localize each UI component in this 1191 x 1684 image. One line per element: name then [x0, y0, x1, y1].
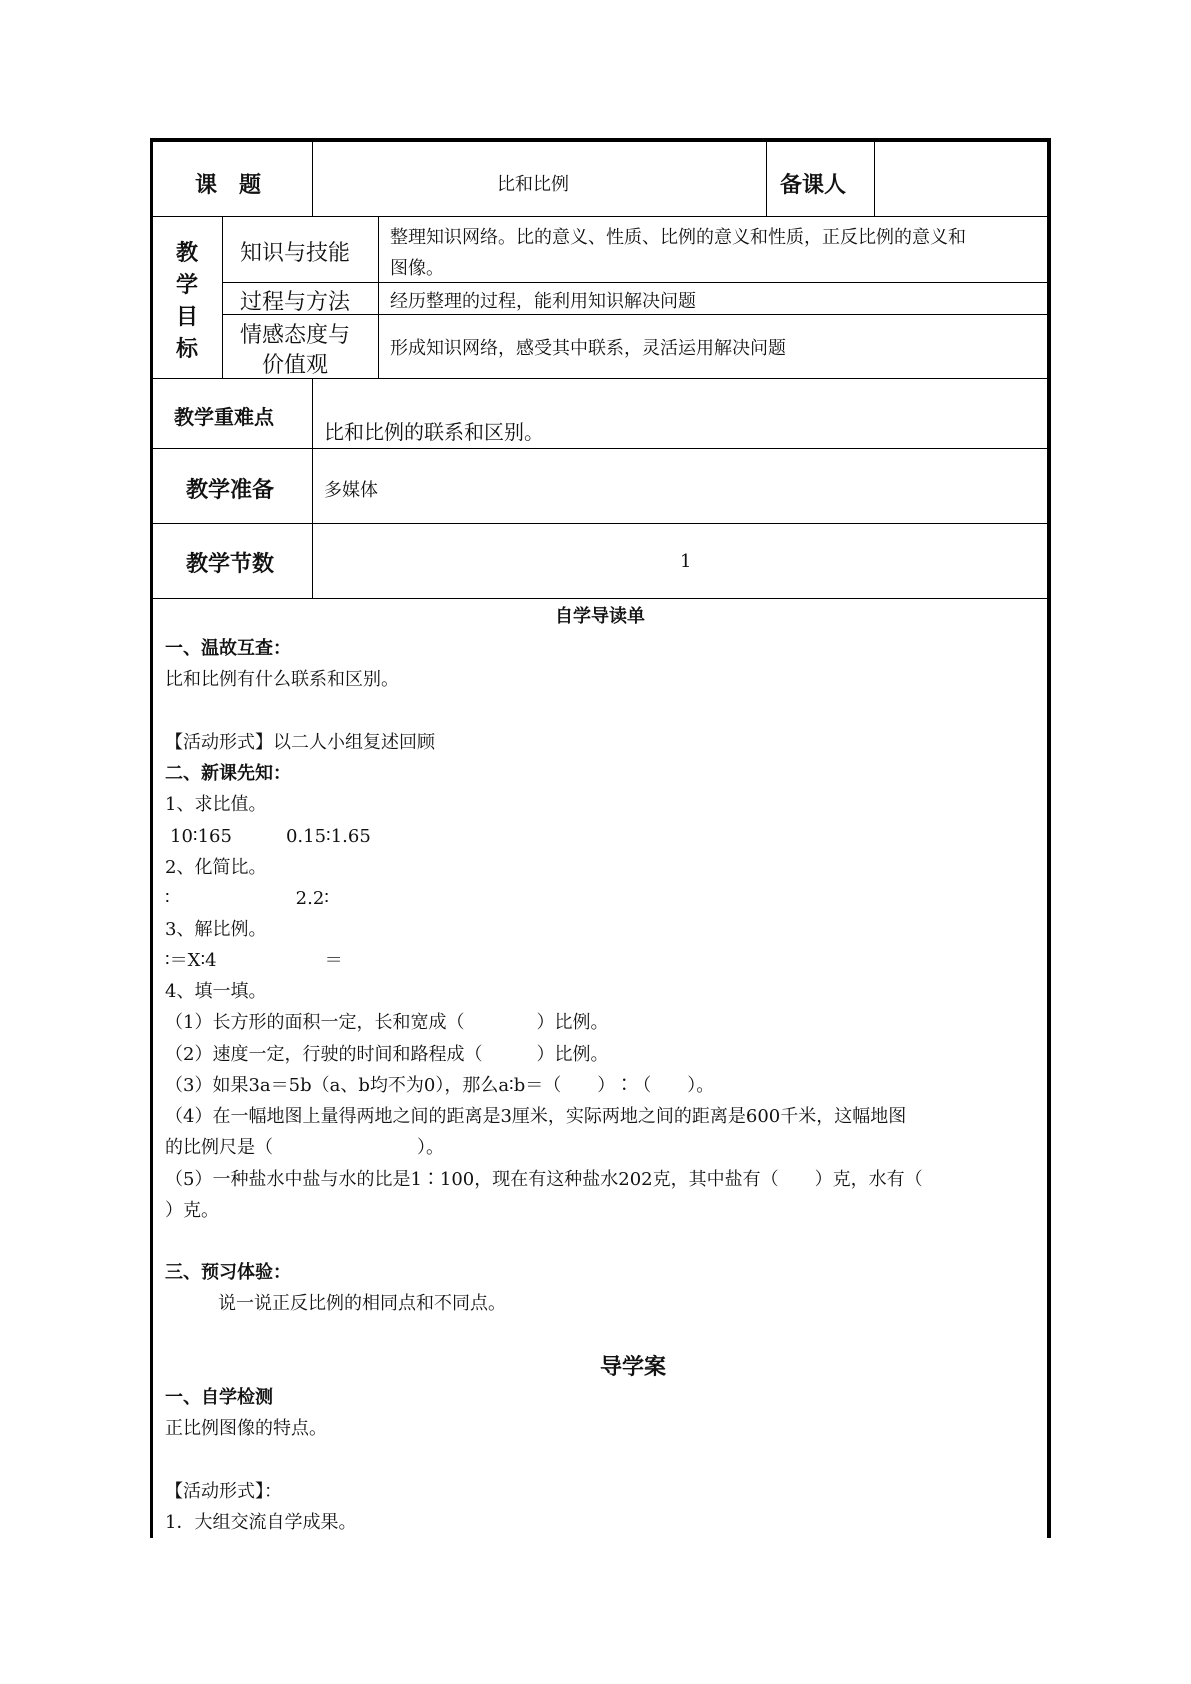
sec3-text: 说一说正反比例的相同点和不同点。: [218, 1293, 506, 1314]
sec1-question: 比和比例有什么联系和区别。: [165, 669, 399, 690]
q4-1: （1）长方形的面积一定，长和宽成（ ）比例。: [165, 1012, 609, 1033]
goal-knowledge-content-2: 图像。: [390, 258, 444, 279]
periods-label: 教学节数: [186, 551, 275, 577]
guide-sec1-heading: 一、自学检测: [165, 1387, 273, 1408]
sec1-activity: 【活动形式】以二人小组复述回顾: [165, 732, 435, 753]
goals-label-char-1: 教: [176, 240, 199, 266]
q4-4-line2: 的比例尺是（ ）。: [165, 1137, 444, 1158]
q4-5-line2: ）克。: [165, 1200, 219, 1221]
key-points-label: 教学重难点: [174, 405, 274, 429]
q2-text: 2、化简比。: [165, 857, 267, 878]
preparation-value: 多媒体: [324, 480, 378, 501]
q1-items: 10∶165 0.15∶1.65: [170, 826, 371, 847]
topic-value: 比和比例: [497, 174, 569, 195]
key-points-value: 比和比例的联系和区别。: [324, 420, 544, 444]
q1-text: 1、求比值。: [165, 794, 267, 815]
q2-items: ∶ 2.2∶: [165, 888, 329, 909]
study-guide-title: 自学导读单: [555, 606, 645, 627]
sec1-heading: 一、温故互查：: [165, 638, 291, 659]
goal-knowledge-label: 知识与技能: [240, 241, 351, 266]
q4-2: （2）速度一定，行驶的时间和路程成（ ）比例。: [165, 1044, 609, 1065]
guide-item-1: 1．大组交流自学成果。: [165, 1512, 357, 1533]
goal-attitude-content: 形成知识网络，感受其中联系，灵活运用解决问题: [390, 338, 786, 359]
q3-text: 3、解比例。: [165, 919, 267, 940]
guide-sec1-text: 正比例图像的特点。: [165, 1418, 327, 1439]
goals-label-char-4: 标: [176, 336, 199, 362]
goals-label-char-3: 目: [176, 304, 199, 330]
preparer-label: 备课人: [780, 172, 847, 198]
q4-4-line1: （4）在一幅地图上量得两地之间的距离是3厘米，实际两地之间的距离是600千米，这幅地图: [165, 1106, 907, 1127]
sec2-heading: 二、新课先知：: [165, 763, 291, 784]
q4-5-line1: （5）一种盐水中盐与水的比是1∶100，现在有这种盐水202克，其中盐有（ ）克，水有（: [165, 1169, 923, 1190]
goal-process-label: 过程与方法: [240, 290, 351, 315]
q4-3: （3）如果3a＝5b（a、b均不为0），那么a∶b＝（ ）∶（ ）。: [165, 1075, 715, 1096]
goal-process-content: 经历整理的过程，能利用知识解决问题: [390, 291, 696, 312]
goal-attitude-label-2: 价值观: [262, 353, 329, 378]
goals-label-char-2: 学: [176, 272, 199, 298]
q3-items: ∶＝X∶4 ＝: [165, 950, 343, 971]
goal-knowledge-content-1: 整理知识网络。比的意义、性质、比例的意义和性质，正反比例的意义和: [390, 227, 966, 248]
guide-activity: 【活动形式】：: [165, 1481, 282, 1502]
periods-value: 1: [680, 551, 692, 572]
guide-case-title: 导学案: [600, 1354, 667, 1380]
goal-attitude-label-1: 情感态度与: [240, 323, 351, 348]
preparation-label: 教学准备: [186, 477, 275, 503]
sec3-heading: 三、预习体验：: [165, 1262, 291, 1283]
topic-label: 课 题: [195, 172, 262, 198]
q4-text: 4、填一填。: [165, 981, 267, 1002]
